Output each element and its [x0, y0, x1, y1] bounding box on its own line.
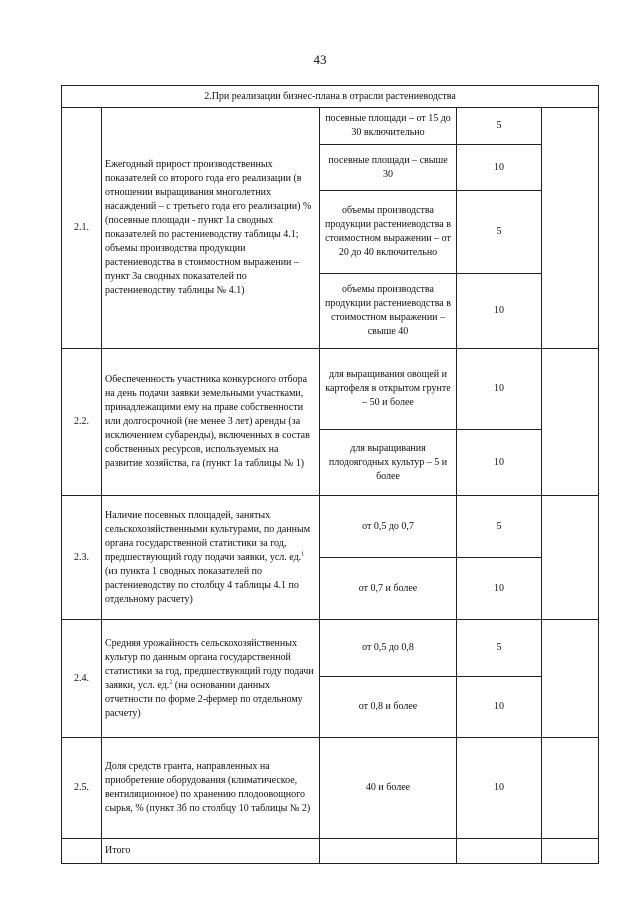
condition-cell: для выращивания овощей и картофеля в открытом грунте – 50 и более: [320, 349, 457, 430]
score-cell: 10: [457, 349, 542, 430]
blank-cell: [542, 738, 599, 839]
total-row: [62, 839, 599, 864]
condition-cell: объемы производства продукции растениеводства в стоимостном выражении – от 20 до 40 включительно: [320, 191, 457, 274]
description-text: (из пункта 1 сводных показателей по растениеводству по столбцу 4 таблицы 4.1 по отдельному расчету): [105, 565, 299, 605]
criterion-description: [102, 496, 320, 620]
condition-cell: 40 и более: [320, 738, 457, 839]
total-label: Итого: [102, 839, 320, 864]
table-row: [62, 496, 599, 558]
condition-cell: от 0,8 и более: [320, 677, 457, 738]
footnote-mark: 2: [169, 679, 173, 686]
row-number: 2.2.: [62, 349, 102, 496]
blank-cell: [542, 349, 599, 496]
blank-cell: [320, 839, 457, 864]
criterion-description: Ежегодный прирост производственных показателей со второго года его реализации (в отношении выращивания многолетних насаждений – с третьего года его реализации) % (посевные площади - пункт 1а сводных показателей по растениеводству таблицы 4.1; объемы производства продукции растениеводства в стоимостном выражении – пункт 3а сводных показателей по растениеводству таблицы № 4.1): [102, 108, 320, 349]
condition-cell: от 0,7 и более: [320, 558, 457, 620]
condition-cell: для выращивания плодоягодных культур – 5 и более: [320, 430, 457, 496]
criteria-table: [61, 85, 599, 864]
blank-cell: [542, 108, 599, 349]
table-row: [62, 349, 599, 430]
condition-cell: посевные площади – свыше 30: [320, 145, 457, 191]
blank-cell: [542, 620, 599, 738]
score-cell: 5: [457, 191, 542, 274]
blank-cell: [62, 839, 102, 864]
score-cell: 5: [457, 496, 542, 558]
blank-cell: [542, 496, 599, 620]
score-cell: 5: [457, 620, 542, 677]
score-cell: 10: [457, 145, 542, 191]
description-text: (на основании данных отчетности по форме 2-фермер по отдельному расчету): [105, 679, 303, 719]
blank-cell: [542, 839, 599, 864]
score-cell: 10: [457, 430, 542, 496]
section-title: 2.При реализации бизнес-плана в отрасли растениеводства: [62, 86, 599, 108]
table-row: [62, 738, 599, 839]
score-cell: 10: [457, 274, 542, 349]
table-row: [62, 108, 599, 145]
description-text: Наличие посевных площадей, занятых сельскохозяйственными культурами, по данным органа государственной статистики за год, предшествующий году подачи заявки, усл. ед.: [105, 509, 311, 563]
row-number: 2.1.: [62, 108, 102, 349]
criterion-description: Обеспеченность участника конкурсного отбора на день подачи заявки земельными участками, принадлежащими ему на праве собственности или долгосрочной (не менее 3 лет) аренды (за исключением субаренды), включенных в состав собственных ресурсов, используемых на развитие хозяйства, га (пункт 1а таблицы № 1): [102, 349, 320, 496]
blank-cell: [457, 839, 542, 864]
row-number: 2.4.: [62, 620, 102, 738]
condition-cell: посевные площади – от 15 до 30 включительно: [320, 108, 457, 145]
score-cell: 5: [457, 108, 542, 145]
condition-cell: объемы производства продукции растениеводства в стоимостном выражении – свыше 40: [320, 274, 457, 349]
row-number: 2.5.: [62, 738, 102, 839]
description-text: Средняя урожайность сельскохозяйственных культур по данным органа государственной статистики за год, предшествующий году подачи заявки, усл. ед.: [105, 637, 314, 691]
score-cell: 10: [457, 738, 542, 839]
criterion-description: Доля средств гранта, направленных на приобретение оборудования (климатическое, вентиляционное) по хранению плодоовощного сырья, % (пункт 3б по столбцу 10 таблицы № 2): [102, 738, 320, 839]
condition-cell: от 0,5 до 0,7: [320, 496, 457, 558]
condition-cell: от 0,5 до 0,8: [320, 620, 457, 677]
row-number: 2.3.: [62, 496, 102, 620]
criterion-description: [102, 620, 320, 738]
score-cell: 10: [457, 677, 542, 738]
table-row: [62, 620, 599, 677]
page-number: 43: [313, 52, 327, 67]
score-cell: 10: [457, 558, 542, 620]
section-header-row: [62, 86, 599, 108]
footnote-mark: 1: [301, 551, 305, 558]
